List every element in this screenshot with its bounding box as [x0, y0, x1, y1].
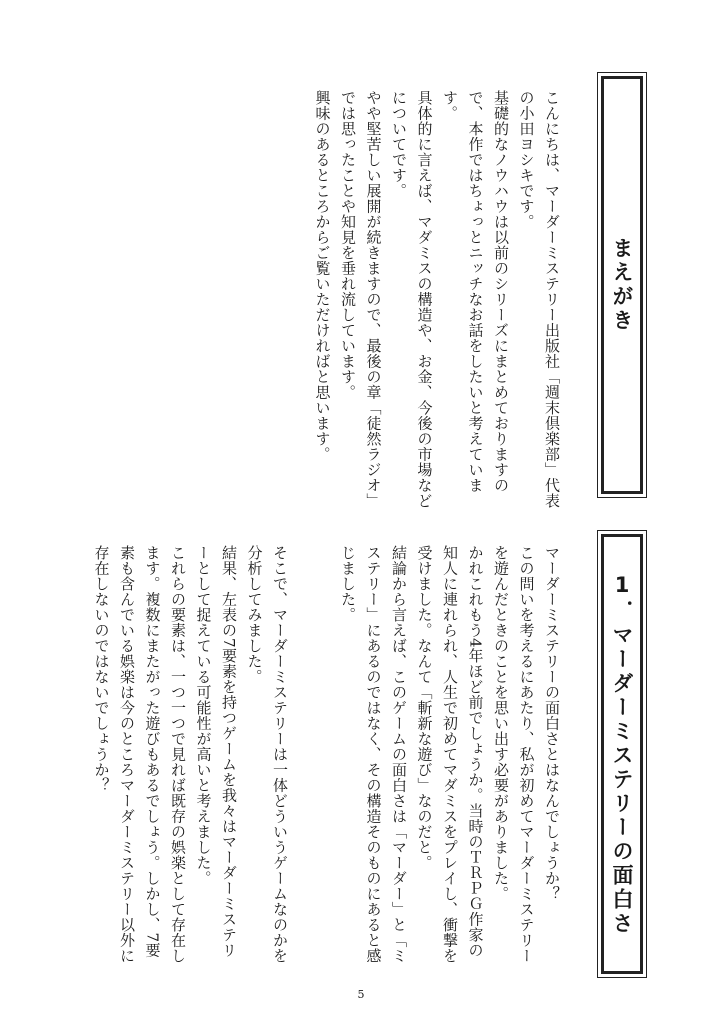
preface-paragraph: やや堅苦しい展開が続きますので、最後の章「徒然ラジオ」では思ったことや知見を垂れ流しています。: [339, 90, 383, 509]
section1-body-left: [88, 545, 292, 970]
section1-paragraph: 結論から言えば、このゲームの面白さは「マーダー」と「ミステリー」にあるのではなく、その構造そのものにあると感じました。: [339, 545, 408, 964]
preface-paragraph: 興味のあるところからご覧いただければと思います。: [313, 90, 332, 462]
section1-heading-box: [597, 530, 647, 978]
preface-paragraph: 基礎的なノウハウは以前のシリーズにまとめておりますので、本作ではちょっとニッチなお話をしたいと考えています。: [441, 90, 510, 493]
section1-paragraph: かれこれもう4年ほど前でしょうか。当時のＴＲＰＧ作家の知人に連れられ、人生で初めてマダミスをプレイし、衝撃を受けました。なんて「斬新な遊び」なのだと。: [415, 545, 485, 964]
section1-paragraph: これらの要素は、一つ一つで見れば既存の娯楽として存在します。複数にまたがった遊びもあるでしょう。しかし、7要素も含んでいる娯楽は今のところマーダーミステリー以外に存在しないのではないでしょうか？: [92, 545, 187, 964]
section1-paragraph: そこで、マーダーミステリーは一体どういうゲームなのかを分析してみました。: [245, 545, 289, 964]
preface-paragraph: 具体的に言えば、マダミスの構造や、お金、今後の市場などについてです。: [390, 90, 434, 509]
section1-paragraph: 結果、左表の7要素を持つゲームを我々はマーダーミステリーとして捉えている可能性が高いと考えました。: [194, 545, 238, 959]
section1-paragraph: この問いを考えるにあたり、私が初めてマーダーミステリーを遊んだときのことを思い出す必要がありました。: [492, 545, 536, 964]
preface-heading-box: [597, 72, 647, 498]
preface-heading-frame: [601, 76, 643, 494]
preface-body: [309, 90, 564, 510]
preface-paragraph: こんにちは、マーダーミステリー出版社「週末倶楽部」代表の小田ヨシキです。: [517, 90, 561, 509]
section1-title: 1．マーダーミステリーの面白さ: [610, 572, 634, 936]
preface-title: まえがき: [610, 237, 634, 333]
section1-body-right: [335, 545, 565, 970]
section1-heading-frame: [601, 534, 643, 974]
page-number: 5: [357, 988, 365, 1001]
section1-paragraph: マーダーミステリーの面白さとはなんでしょうか？: [543, 545, 561, 902]
